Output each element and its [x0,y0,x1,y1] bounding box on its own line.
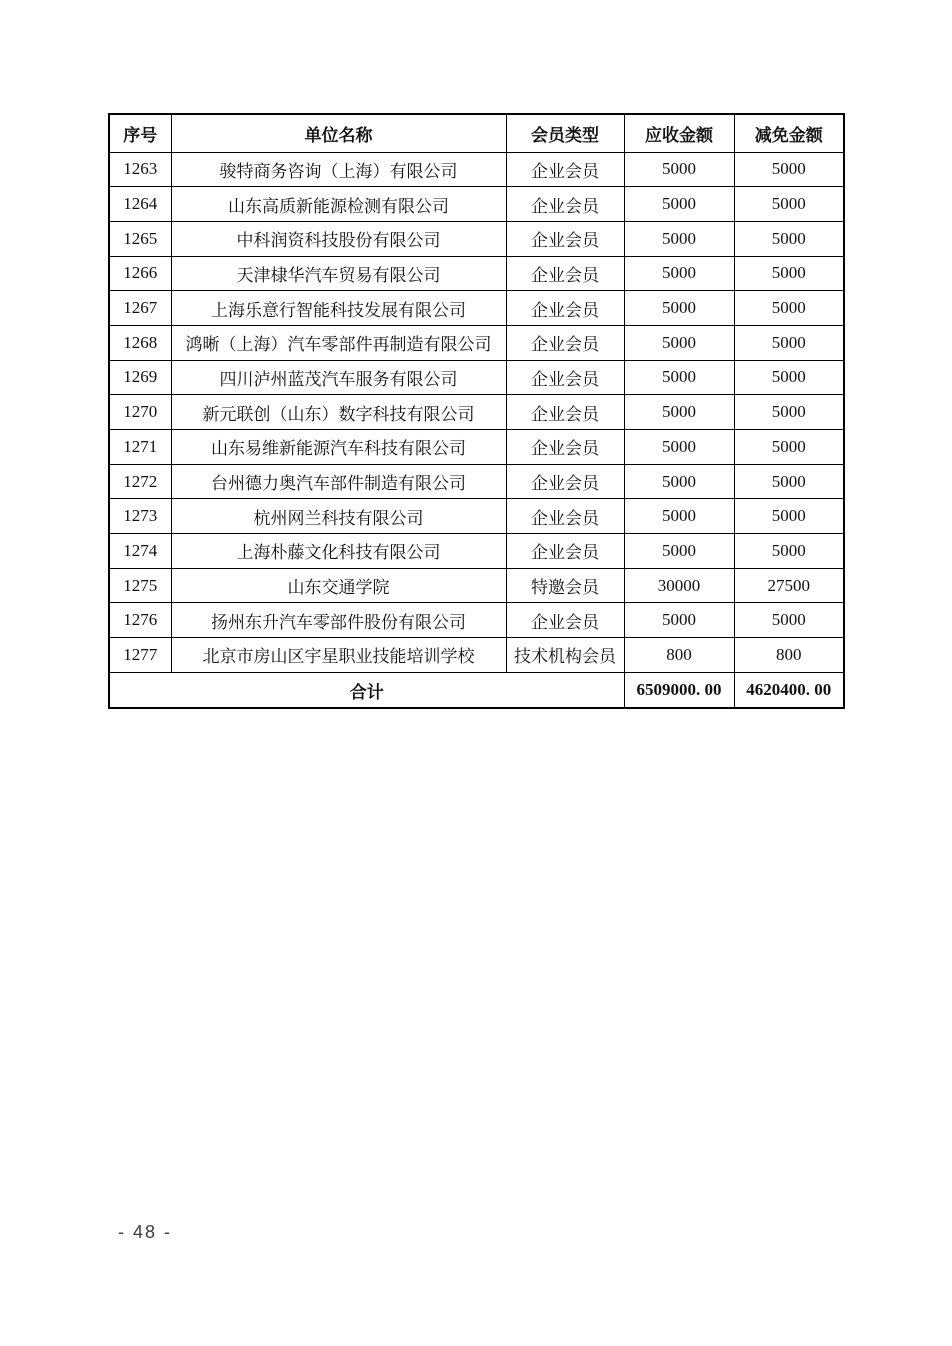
unit-name: 北京市房山区宇星职业技能培训学校 [171,638,506,673]
receivable-amount: 5000 [624,221,734,256]
member-type: 企业会员 [506,603,624,638]
receivable-amount: 5000 [624,603,734,638]
unit-name: 台州德力奥汽车部件制造有限公司 [171,464,506,499]
member-type: 技术机构会员 [506,638,624,673]
header-member-type: 会员类型 [506,114,624,152]
receivable-amount: 5000 [624,325,734,360]
receivable-amount: 5000 [624,360,734,395]
header-serial-number: 序号 [109,114,171,152]
member-type: 企业会员 [506,256,624,291]
serial-number: 1265 [109,221,171,256]
serial-number: 1274 [109,534,171,569]
member-type: 企业会员 [506,152,624,187]
unit-name: 杭州网兰科技有限公司 [171,499,506,534]
receivable-amount: 5000 [624,499,734,534]
unit-name: 山东高质新能源检测有限公司 [171,187,506,222]
reduction-amount: 27500 [734,568,844,603]
receivable-amount: 5000 [624,152,734,187]
serial-number: 1270 [109,395,171,430]
table-row [109,256,844,291]
page-number: - 48 - [118,1222,173,1242]
reduction-amount: 5000 [734,291,844,326]
membership-fee-table [108,113,845,709]
reduction-amount: 5000 [734,603,844,638]
serial-number: 1273 [109,499,171,534]
member-type: 企业会员 [506,499,624,534]
table-row [109,568,844,603]
header-row [109,114,844,152]
receivable-amount: 5000 [624,291,734,326]
unit-name: 上海朴藤文化科技有限公司 [171,534,506,569]
member-type: 企业会员 [506,464,624,499]
table-body [109,152,844,672]
total-reduction-amount: 4620400. 00 [734,672,844,708]
serial-number: 1272 [109,464,171,499]
receivable-amount: 5000 [624,464,734,499]
member-type: 特邀会员 [506,568,624,603]
member-type: 企业会员 [506,187,624,222]
table-row [109,291,844,326]
member-type: 企业会员 [506,395,624,430]
table-row [109,187,844,222]
unit-name: 新元联创（山东）数字科技有限公司 [171,395,506,430]
table-row [109,152,844,187]
unit-name: 扬州东升汽车零部件股份有限公司 [171,603,506,638]
header-reduction-amount: 减免金额 [734,114,844,152]
reduction-amount: 5000 [734,395,844,430]
table-row [109,534,844,569]
total-label: 合计 [109,672,624,708]
header-unit-name: 单位名称 [171,114,506,152]
receivable-amount: 5000 [624,430,734,465]
reduction-amount: 5000 [734,430,844,465]
unit-name: 四川泸州蓝茂汽车服务有限公司 [171,360,506,395]
reduction-amount: 5000 [734,187,844,222]
member-type: 企业会员 [506,291,624,326]
member-type: 企业会员 [506,430,624,465]
serial-number: 1268 [109,325,171,360]
total-row [109,672,844,708]
reduction-amount: 5000 [734,534,844,569]
receivable-amount: 30000 [624,568,734,603]
serial-number: 1263 [109,152,171,187]
serial-number: 1275 [109,568,171,603]
receivable-amount: 5000 [624,187,734,222]
member-type: 企业会员 [506,360,624,395]
table-row [109,603,844,638]
receivable-amount: 800 [624,638,734,673]
serial-number: 1266 [109,256,171,291]
receivable-amount: 5000 [624,395,734,430]
unit-name: 山东易维新能源汽车科技有限公司 [171,430,506,465]
table-row [109,499,844,534]
header-receivable-amount: 应收金额 [624,114,734,152]
reduction-amount: 5000 [734,325,844,360]
table-row [109,430,844,465]
member-type: 企业会员 [506,221,624,256]
unit-name: 中科润资科技股份有限公司 [171,221,506,256]
unit-name: 上海乐意行智能科技发展有限公司 [171,291,506,326]
reduction-amount: 5000 [734,499,844,534]
unit-name: 天津棣华汽车贸易有限公司 [171,256,506,291]
table-row [109,464,844,499]
member-type: 企业会员 [506,325,624,360]
serial-number: 1271 [109,430,171,465]
serial-number: 1276 [109,603,171,638]
table-header [109,114,844,152]
receivable-amount: 5000 [624,256,734,291]
reduction-amount: 5000 [734,464,844,499]
table-row [109,638,844,673]
reduction-amount: 5000 [734,256,844,291]
reduction-amount: 800 [734,638,844,673]
serial-number: 1269 [109,360,171,395]
serial-number: 1267 [109,291,171,326]
receivable-amount: 5000 [624,534,734,569]
table-row [109,221,844,256]
unit-name: 鸿晰（上海）汽车零部件再制造有限公司 [171,325,506,360]
table-footer [109,672,844,708]
unit-name: 山东交通学院 [171,568,506,603]
total-receivable-amount: 6509000. 00 [624,672,734,708]
unit-name: 骏特商务咨询（上海）有限公司 [171,152,506,187]
table-row [109,325,844,360]
serial-number: 1277 [109,638,171,673]
reduction-amount: 5000 [734,221,844,256]
reduction-amount: 5000 [734,152,844,187]
table-row [109,360,844,395]
reduction-amount: 5000 [734,360,844,395]
member-type: 企业会员 [506,534,624,569]
serial-number: 1264 [109,187,171,222]
table-row [109,395,844,430]
